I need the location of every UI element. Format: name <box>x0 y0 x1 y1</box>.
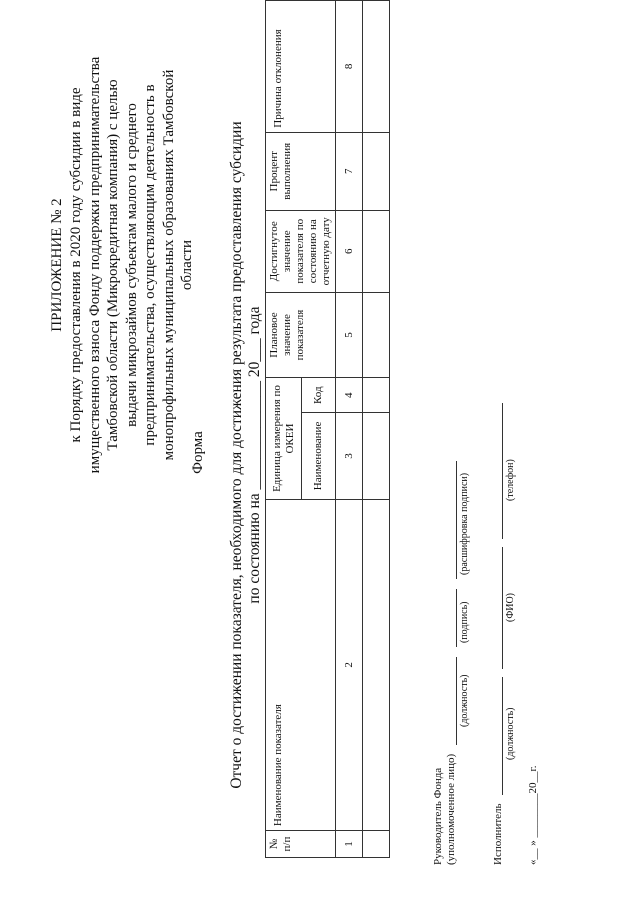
header-achieved: Достигнутое значение показателя по состоянию на отчетную дату <box>266 210 336 292</box>
table-cell <box>363 210 390 292</box>
head-decoding-line <box>456 461 457 579</box>
report-title <box>228 45 264 865</box>
head-position-caption: (должность) <box>459 674 470 727</box>
table-cell <box>363 132 390 210</box>
table-cell <box>363 292 390 378</box>
executor-fio-caption: (ФИО) <box>505 592 516 622</box>
header-name: Наименование показателя <box>266 499 336 830</box>
header-percent: Процент выполнения <box>266 132 336 210</box>
col-number-4: 4 <box>336 378 363 413</box>
col-number-7: 7 <box>336 132 363 210</box>
header-unit-code: Код <box>302 378 336 413</box>
report-title-line2: по состоянию на ______________ 20___ года <box>246 306 263 604</box>
head-decoding-caption: (расшифровка подписи) <box>459 472 470 575</box>
date-line: «__ » ________20__г. <box>527 765 539 865</box>
report-title-line1: Отчет о достижении показателя, необходимого для достижения результата предоставления субсидии <box>228 121 245 789</box>
appendix-text: к Порядку предоставления в 2020 году субсидии в виде имущественного взноса Фонду поддержки предпринимательства Тамбовской области (Микрокредитная компания) с целью выдачи микрозаймов субъектам малого и среднего предпринимательства, осуществляющим деятельность в монопрофильных муниципальных образованиях Тамбовской области <box>68 56 195 474</box>
header-reason: Причина отклонения <box>266 1 336 133</box>
table-cell <box>363 413 390 500</box>
table-cell <box>363 1 390 133</box>
head-signature-caption: (подпись) <box>459 601 470 643</box>
report-table <box>265 0 390 858</box>
form-label: Форма <box>190 431 206 474</box>
executor-fio-line <box>502 547 503 669</box>
table-row <box>336 1 363 858</box>
executor-position-line <box>502 677 503 795</box>
head-signature-line <box>456 589 457 647</box>
header-unit-name: Наименование <box>302 413 336 500</box>
col-number-3: 3 <box>336 413 363 500</box>
col-number-1: 1 <box>336 831 363 858</box>
executor-phone-caption: (телефон) <box>505 459 516 501</box>
executor-label: Исполнитель <box>492 803 504 865</box>
header-plan: Плановое значение показателя <box>266 292 336 378</box>
col-number-5: 5 <box>336 292 363 378</box>
table-row <box>363 1 390 858</box>
col-number-2: 2 <box>336 499 363 830</box>
appendix-title: ПРИЛОЖЕНИЕ № 2 <box>49 198 65 332</box>
col-number-8: 8 <box>336 1 363 133</box>
col-number-6: 6 <box>336 210 363 292</box>
table-cell <box>363 831 390 858</box>
table-header-row <box>266 1 302 858</box>
table-cell <box>363 499 390 830</box>
executor-position-caption: (должность) <box>505 707 516 760</box>
header-num: № п/п <box>266 831 336 858</box>
table-cell <box>363 378 390 413</box>
header-unit: Единица измерения по ОКЕИ <box>266 378 302 499</box>
executor-phone-line <box>502 403 503 539</box>
head-position-line <box>456 657 457 745</box>
head-label: Руководитель Фонда <box>432 767 444 865</box>
head-sub: (уполномоченное лицо) <box>445 753 457 865</box>
